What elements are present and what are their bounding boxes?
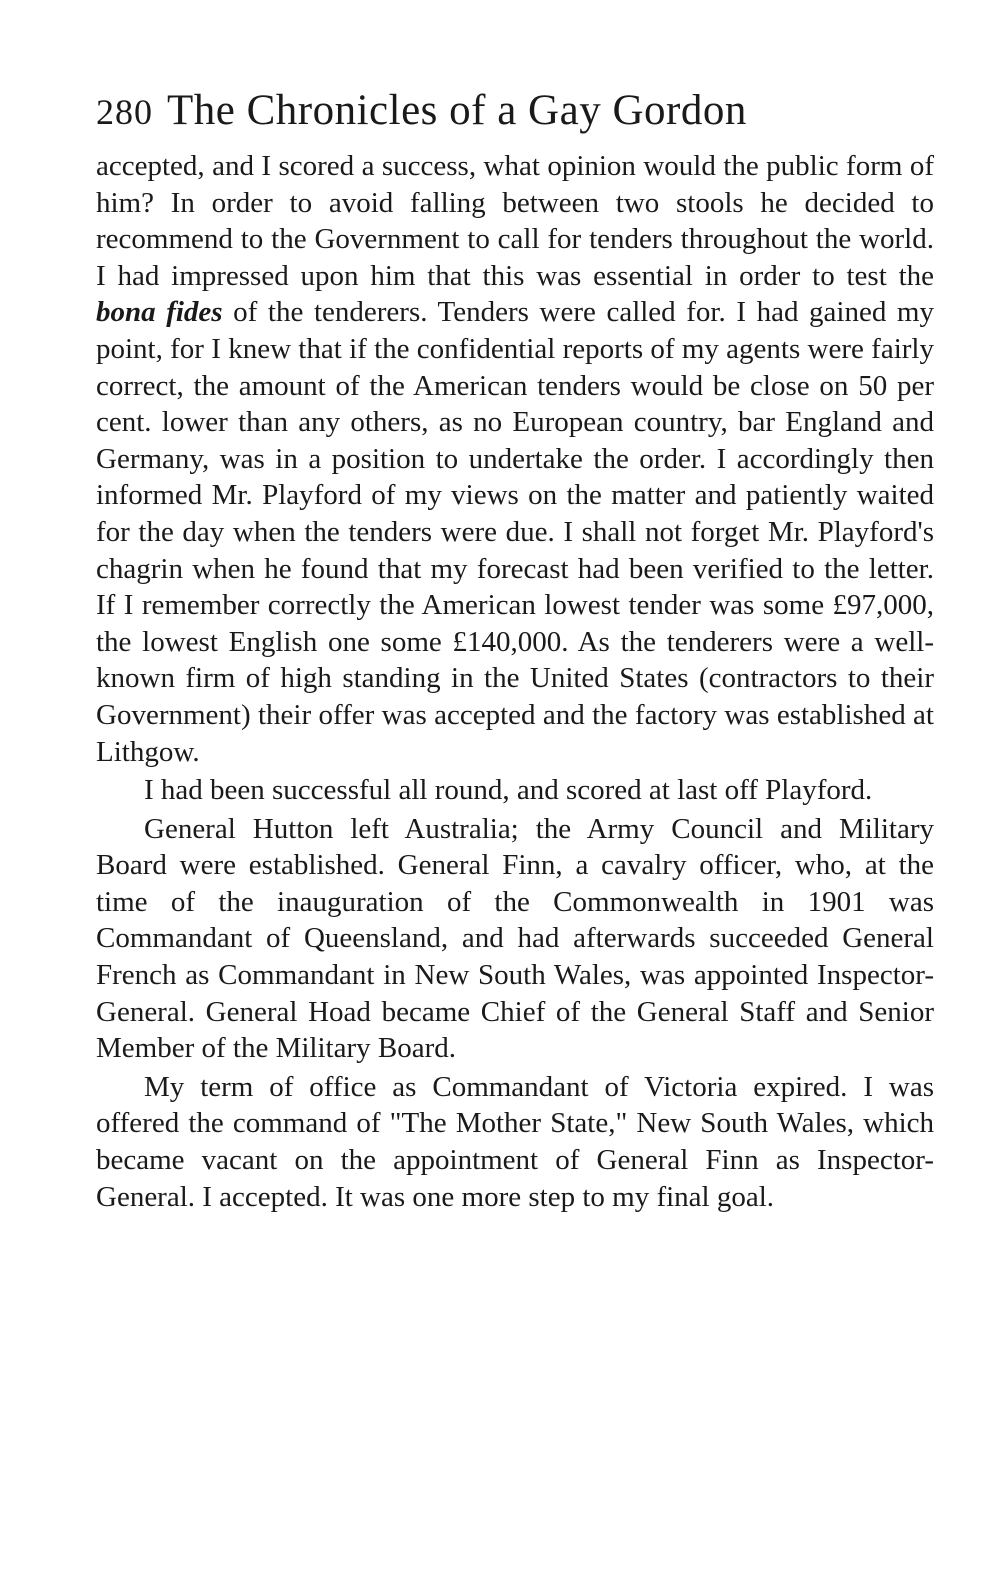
paragraph-3: General Hutton left Australia; the Army Council and Military Board were established. General Finn, a cavalry officer, who, at the time of the inauguration of the Commonwealth in 1901 was Commandant of Queensland, and had afterwards succeeded General French as Commandant in New South Wales, was appointed Inspector-General. General Hoad became Chief of the General Staff and Senior Member of the Military Board. — [96, 812, 934, 1065]
book-page — [96, 86, 934, 1215]
running-head — [96, 86, 934, 148]
paragraph-4: My term of office as Commandant of Victoria expired. I was offered the command of "The Mother State," New South Wales, which became vacant on the appointment of General Finn as Inspector-General. I accepted. It was one more step to my final goal. — [96, 1070, 934, 1213]
paragraph-1-text-start: accepted, and I scored a success, what opinion would the public form of him? In order to avoid falling between two stools he decided to recommend to the Government to call for tenders throughout the world. I had impressed upon him that this was essential in order to test the — [96, 150, 934, 292]
paragraph-1-text-end: of the tenderers. Tenders were called for. I had gained my point, for I knew that if the confidential reports of my agents were fairly correct, the amount of the American tenders would be close on 50 per cent. lower than any others, as no European country, bar England and Germany, was in a position to undertake the order. I accordingly then informed Mr. Playford of my views on the matter and patiently waited for the day when the tenders were due. I shall not forget Mr. Playford's chagrin when he found that my forecast had been verified to the letter. If I remember correctly the American lowest tender was some £97,000, the lowest English one some £140,000. As the tenderers were a well-known firm of high standing in the United States (contractors to their Government) their offer was accepted and the factory was established at Lithgow. — [96, 296, 934, 768]
body-text — [96, 148, 934, 1215]
running-title: The Chronicles of a Gay Gordon — [167, 87, 747, 134]
italic-phrase-bona-fides: bona fides — [96, 296, 223, 329]
paragraph-1 — [96, 148, 934, 770]
page-number: 280 — [96, 92, 153, 132]
paragraph-2: I had been successful all round, and scored at last off Playford. — [144, 774, 873, 807]
